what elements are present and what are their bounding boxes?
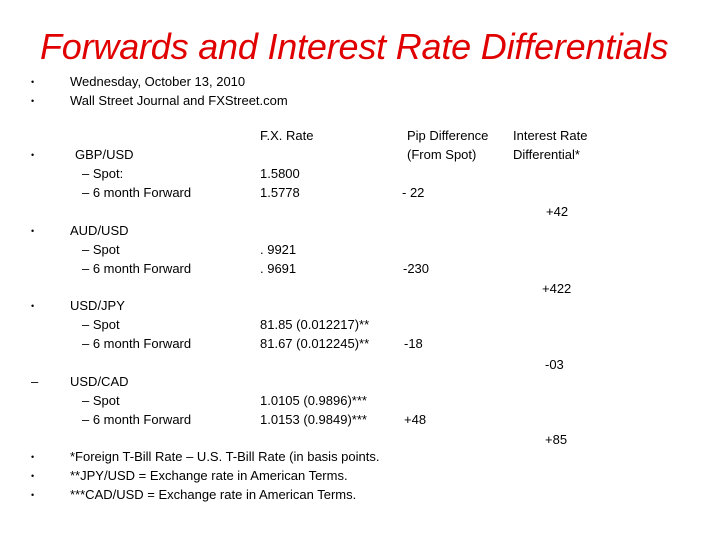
bullet: • — [31, 301, 35, 311]
header-pip-difference: Pip Difference — [407, 128, 489, 143]
forward-label: – 6 month Forward — [82, 185, 192, 200]
pip-diff-usdcad: +48 — [404, 412, 427, 427]
pip-diff-audusd: -230 — [403, 261, 430, 276]
bullet: • — [31, 150, 35, 160]
intro-date: Wednesday, October 13, 2010 — [70, 74, 246, 89]
forward-label: – 6 month Forward — [82, 336, 192, 351]
spot-rate-gbpusd: 1.5800 — [260, 166, 300, 181]
intro-source: Wall Street Journal and FXStreet.com — [70, 93, 288, 108]
bullet: • — [31, 452, 35, 462]
forward-label: – 6 month Forward — [82, 261, 192, 276]
spot-rate-audusd: . 9921 — [260, 242, 297, 257]
spot-rate-usdcad: 1.0105 (0.9896)*** — [260, 393, 367, 408]
pip-diff-usdjpy: -18 — [404, 336, 423, 351]
forward-label: – 6 month Forward — [82, 412, 192, 427]
dash-marker: – — [31, 374, 39, 389]
ird-usdjpy: -03 — [545, 357, 564, 372]
bullet: • — [31, 226, 35, 236]
header-interest-rate: Interest Rate — [513, 128, 588, 143]
footnote-tbill: *Foreign T-Bill Rate – U.S. T-Bill Rate (in basis points. — [70, 449, 380, 464]
spot-label: – Spot: — [82, 166, 124, 181]
header-pip-from-spot: (From Spot) — [407, 147, 477, 162]
header-differential: Differential* — [513, 147, 580, 162]
bullet: • — [31, 77, 35, 87]
pair-name-usdjpy: USD/JPY — [70, 298, 125, 313]
footnote-cad: ***CAD/USD = Exchange rate in American Terms. — [70, 487, 357, 502]
ird-gbpusd: +42 — [546, 204, 569, 219]
ird-usdcad: +85 — [545, 432, 568, 447]
slide-title: Forwards and Interest Rate Differentials — [40, 26, 669, 67]
pair-name-gbpusd: GBP/USD — [75, 147, 134, 162]
bullet: • — [31, 96, 35, 106]
footnote-jpy: **JPY/USD = Exchange rate in American Terms. — [70, 468, 348, 483]
forward-rate-usdjpy: 81.67 (0.012245)** — [260, 336, 370, 351]
pair-name-usdcad: USD/CAD — [70, 374, 129, 389]
ird-audusd: +422 — [542, 281, 572, 296]
pair-name-audusd: AUD/USD — [70, 223, 129, 238]
spot-label: – Spot — [82, 242, 120, 257]
forward-rate-audusd: . 9691 — [260, 261, 297, 276]
forward-rate-gbpusd: 1.5778 — [260, 185, 300, 200]
bullet: • — [31, 490, 35, 500]
header-fx-rate: F.X. Rate — [260, 128, 314, 143]
spot-label: – Spot — [82, 393, 120, 408]
forward-rate-usdcad: 1.0153 (0.9849)*** — [260, 412, 367, 427]
pip-diff-gbpusd: - 22 — [402, 185, 425, 200]
spot-rate-usdjpy: 81.85 (0.012217)** — [260, 317, 370, 332]
bullet: • — [31, 471, 35, 481]
spot-label: – Spot — [82, 317, 120, 332]
